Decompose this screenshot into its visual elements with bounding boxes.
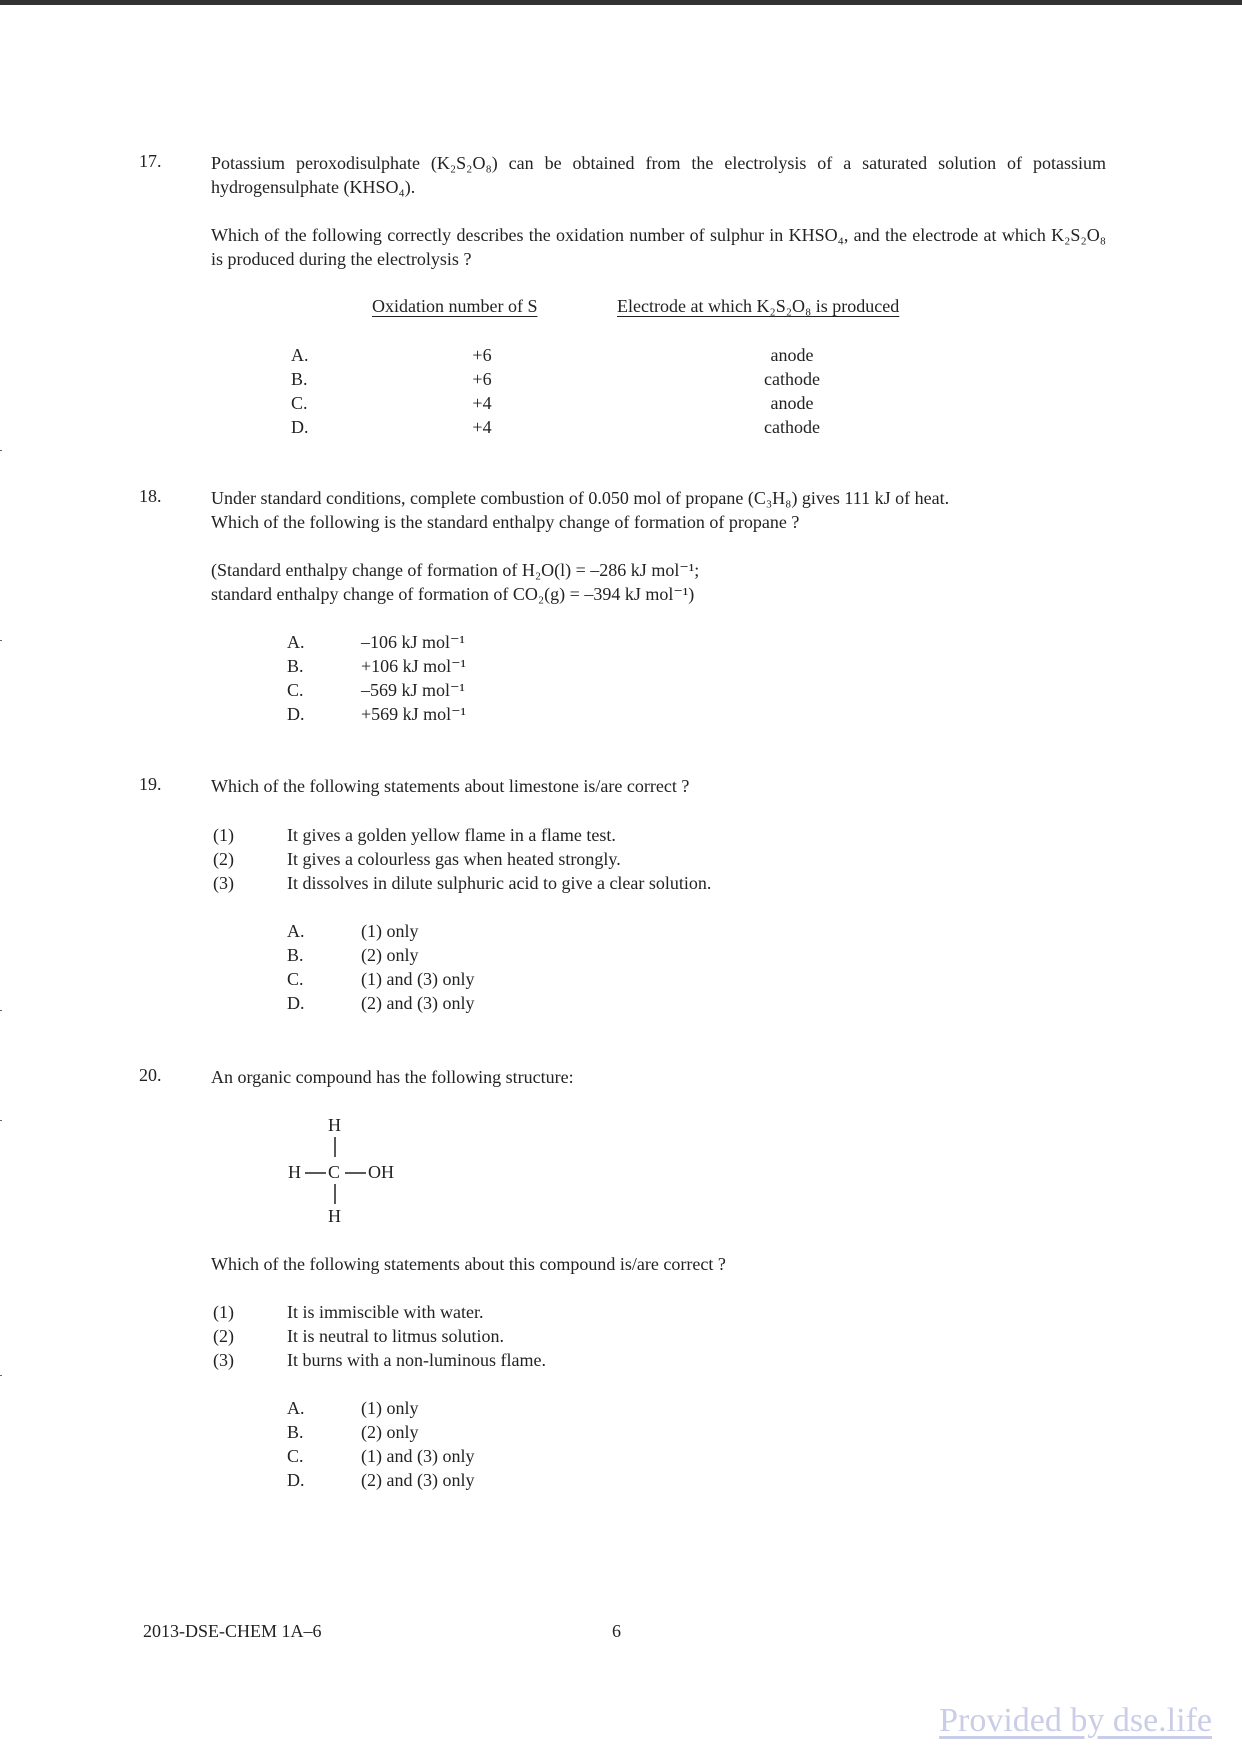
q19-statement-text: It gives a golden yellow flame in a flame test. — [287, 825, 616, 845]
q20-statement-num: (3) — [213, 1350, 234, 1370]
paper-code: 2013-DSE-CHEM 1A–6 — [143, 1621, 322, 1641]
q17-col1-header: Oxidation number of S — [372, 296, 538, 316]
structure-atom-bottom: H — [328, 1206, 341, 1226]
q20-statement-text: It is neutral to litmus solution. — [287, 1326, 504, 1346]
q17-option-letter: C. — [291, 393, 308, 413]
q18-option-letter: C. — [287, 680, 304, 700]
structure-atom-left: H — [288, 1162, 301, 1182]
q20-option-letter: A. — [287, 1398, 305, 1418]
q19-statement-text: It gives a colourless gas when heated strongly. — [287, 849, 621, 869]
q17-question: Which of the following correctly describes the oxidation number of sulphur in KHSO₄, and the electrode at which K₂S₂O₈ is produced during the electrolysis ? — [211, 225, 1106, 269]
q17-option-electrode: cathode — [764, 369, 820, 389]
q20-statement-text: It burns with a non-luminous flame. — [287, 1350, 546, 1370]
q18-number: 18. — [139, 486, 162, 506]
q18-stem: Under standard conditions, complete combustion of 0.050 mol of propane (C₃H₈) gives 111 kJ of heat. — [211, 488, 950, 508]
q17-option-oxidation: +4 — [472, 417, 492, 437]
q20-statement-num: (1) — [213, 1302, 234, 1322]
q19-option-letter: C. — [287, 969, 304, 989]
q20-option-letter: C. — [287, 1446, 304, 1466]
q18-option-text: +569 kJ mol⁻¹ — [361, 704, 467, 724]
q20-option-letter: D. — [287, 1470, 305, 1490]
q17-option-letter: B. — [291, 369, 308, 389]
q20-number: 20. — [139, 1065, 162, 1085]
q18-question: Which of the following is the standard enthalpy change of formation of propane ? — [211, 512, 800, 532]
q20-statement-text: It is immiscible with water. — [287, 1302, 484, 1322]
q19-statement-num: (3) — [213, 873, 234, 893]
structure-atom-right: OH — [368, 1162, 394, 1182]
q18-data-line: standard enthalpy change of formation of CO₂(g) = –394 kJ mol⁻¹) — [211, 584, 695, 604]
q17-option-oxidation: +6 — [472, 369, 492, 389]
q17-option-electrode: anode — [770, 393, 814, 413]
q19-number: 19. — [139, 774, 162, 794]
q20-statement-num: (2) — [213, 1326, 234, 1346]
q17-option-electrode: anode — [770, 345, 814, 365]
scan-edge-mark — [0, 450, 2, 451]
q17-stem: Potassium peroxodisulphate (K₂S₂O₈) can be obtained from the electrolysis of a saturated solution of potassium hydrogensulphate (KHSO₄). — [211, 153, 1106, 197]
q20-option-text: (1) and (3) only — [361, 1446, 475, 1466]
q18-option-text: +106 kJ mol⁻¹ — [361, 656, 467, 676]
q19-option-text: (2) and (3) only — [361, 993, 475, 1013]
q19-statement-num: (2) — [213, 849, 234, 869]
q19-option-letter: D. — [287, 993, 305, 1013]
q18-option-text: –569 kJ mol⁻¹ — [361, 680, 465, 700]
q19-statement-num: (1) — [213, 825, 234, 845]
q19-option-text: (1) only — [361, 921, 419, 941]
page-number: 6 — [612, 1621, 621, 1641]
scan-edge-mark — [0, 1120, 2, 1121]
structure-atom-center: C — [328, 1162, 341, 1182]
methanol-structure — [288, 1115, 408, 1225]
q18-option-letter: B. — [287, 656, 304, 676]
q20-option-letter: B. — [287, 1422, 304, 1442]
q17-option-electrode: cathode — [764, 417, 820, 437]
scan-edge-mark — [0, 640, 2, 641]
q17-number: 17. — [139, 151, 162, 171]
q20-option-text: (2) only — [361, 1422, 419, 1442]
q19-stem: Which of the following statements about limestone is/are correct ? — [211, 776, 690, 796]
q17-option-oxidation: +6 — [472, 345, 492, 365]
q18-option-text: –106 kJ mol⁻¹ — [361, 632, 465, 652]
q19-option-letter: B. — [287, 945, 304, 965]
structure-atom-top: H — [328, 1115, 341, 1135]
q20-question: Which of the following statements about this compound is/are correct ? — [211, 1254, 726, 1274]
q17-option-letter: A. — [291, 345, 309, 365]
q19-statement-text: It dissolves in dilute sulphuric acid to give a clear solution. — [287, 873, 712, 893]
scan-edge-mark — [0, 1375, 2, 1376]
watermark-link[interactable]: Provided by dse.life — [939, 1702, 1212, 1739]
q19-option-text: (2) only — [361, 945, 419, 965]
top-border-line — [0, 0, 1242, 5]
q20-option-text: (2) and (3) only — [361, 1470, 475, 1490]
q17-option-letter: D. — [291, 417, 309, 437]
q18-option-letter: D. — [287, 704, 305, 724]
q18-option-letter: A. — [287, 632, 305, 652]
q18-data-line: (Standard enthalpy change of formation of H₂O(l) = –286 kJ mol⁻¹; — [211, 560, 700, 580]
q17-option-oxidation: +4 — [472, 393, 492, 413]
q20-option-text: (1) only — [361, 1398, 419, 1418]
scan-edge-mark — [0, 1010, 2, 1011]
q20-stem: An organic compound has the following structure: — [211, 1067, 574, 1087]
q19-option-letter: A. — [287, 921, 305, 941]
q19-option-text: (1) and (3) only — [361, 969, 475, 989]
q17-col2-header: Electrode at which K₂S₂O₈ is produced — [617, 296, 900, 316]
